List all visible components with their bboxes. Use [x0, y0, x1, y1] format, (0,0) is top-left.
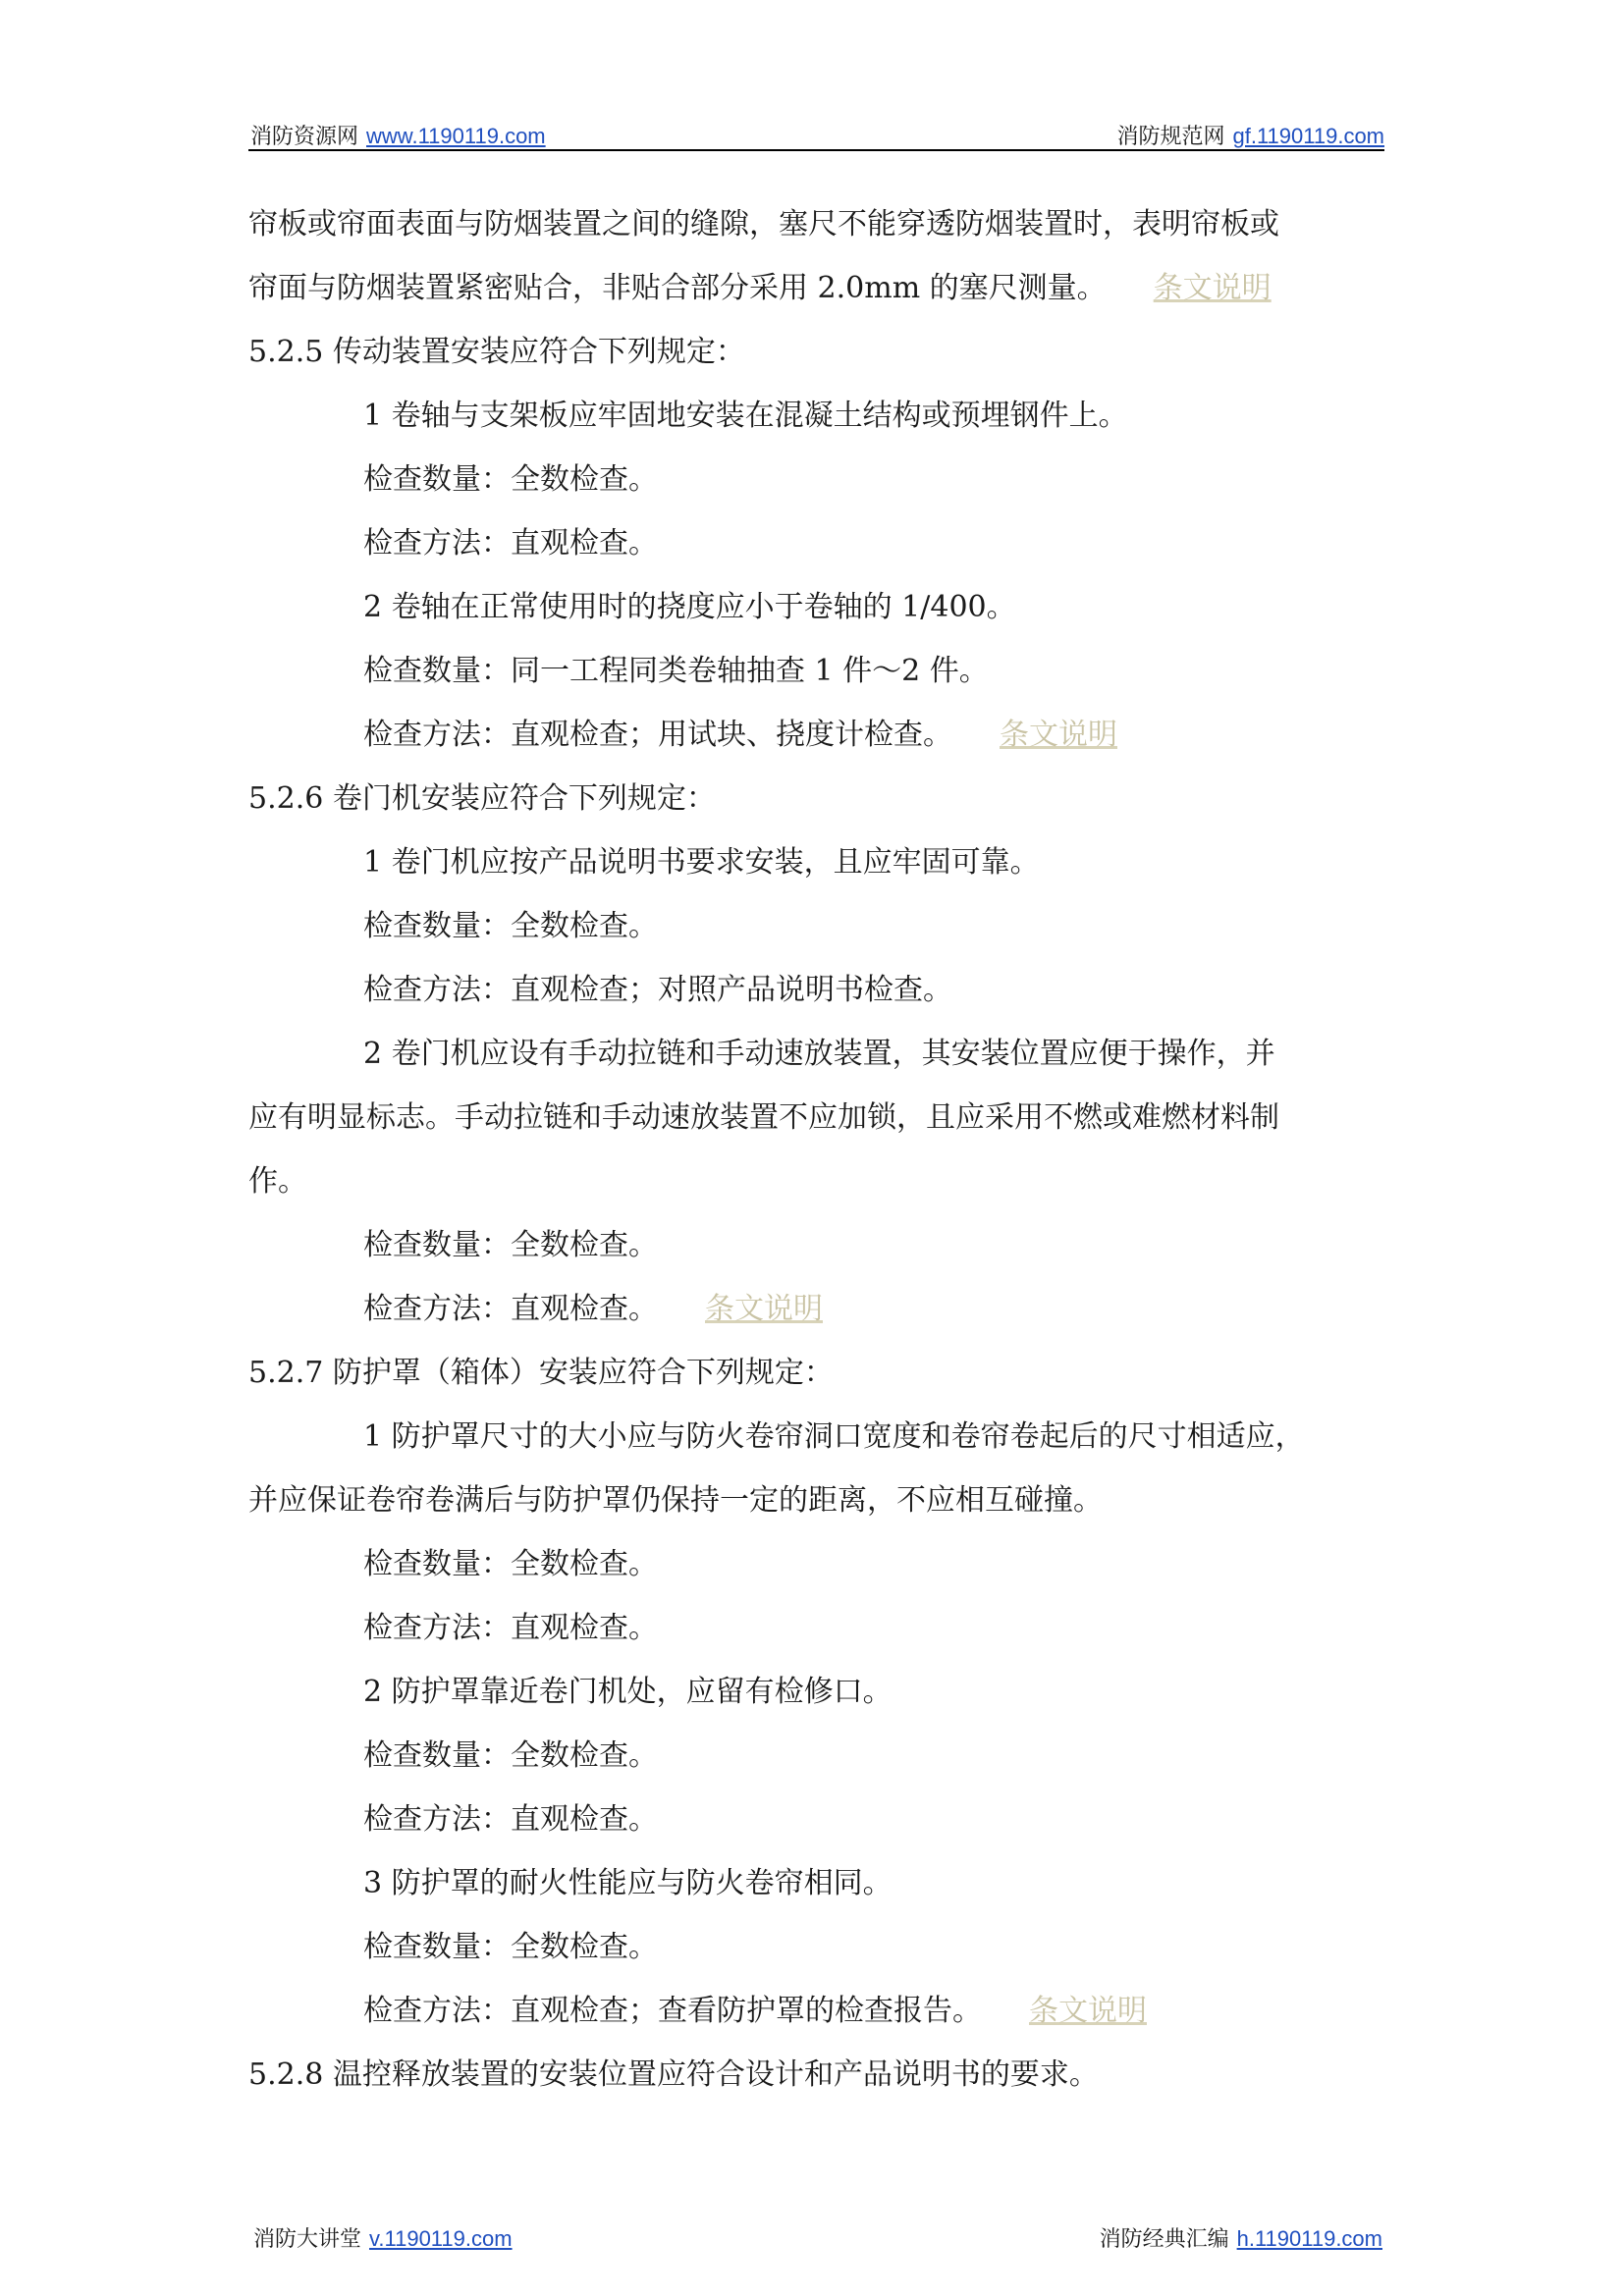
inspection-method — [248, 1596, 1397, 1660]
text-line: 1 卷门机应按产品说明书要求安装，且应牢固可靠。 — [363, 845, 1040, 880]
footer-left-site-name: 消防大讲堂 — [253, 2226, 362, 2251]
clause-explanation-link[interactable]: 条文说明 — [1153, 271, 1272, 305]
paragraph-line — [248, 1149, 1397, 1213]
header-right-site-name: 消防规范网 — [1116, 124, 1225, 148]
clause-explanation-link[interactable]: 条文说明 — [1029, 1994, 1147, 2028]
text-line: 检查方法：直观检查；查看防护罩的检查报告。 — [363, 1994, 982, 2028]
list-item — [248, 384, 1397, 448]
inspection-method — [248, 1277, 1397, 1341]
text-line: 帘面与防烟装置紧密贴合，非贴合部分采用 2.0mm 的塞尺测量。 — [248, 271, 1107, 305]
inspection-method — [248, 511, 1397, 575]
list-item — [248, 1405, 1397, 1468]
clause-explanation-link[interactable]: 条文说明 — [705, 1292, 823, 1326]
text-line: 检查数量：同一工程同类卷轴抽查 1 件～2 件。 — [363, 654, 989, 688]
inspection-quantity — [248, 1532, 1397, 1596]
header-left-site-name: 消防资源网 — [250, 124, 359, 148]
text-line: 检查数量：全数检查。 — [363, 1930, 658, 1964]
text-line: 2 卷轴在正常使用时的挠度应小于卷轴的 1/400。 — [363, 590, 1016, 624]
paragraph-line — [248, 192, 1397, 256]
text-line: 检查方法：直观检查。 — [363, 1802, 658, 1837]
clause-explanation-link[interactable]: 条文说明 — [1000, 718, 1117, 752]
inspection-method — [248, 1788, 1397, 1851]
list-item — [248, 575, 1397, 639]
footer-right-link[interactable]: h.1190119.com — [1236, 2226, 1382, 2251]
paragraph-line — [248, 256, 1397, 320]
text-line: 5.2.8 温控释放装置的安装位置应符合设计和产品说明书的要求。 — [248, 2057, 1099, 2092]
header-right-link[interactable]: gf.1190119.com — [1232, 124, 1384, 148]
footer-right-site-name: 消防经典汇编 — [1099, 2226, 1229, 2251]
inspection-quantity — [248, 1915, 1397, 1979]
list-item — [248, 1022, 1397, 1086]
footer-right — [1100, 2222, 1382, 2253]
paragraph-line — [248, 1468, 1397, 1532]
text-line: 检查数量：全数检查。 — [363, 462, 658, 497]
text-line: 检查方法：直观检查。 — [363, 1611, 658, 1645]
text-line: 检查方法：直观检查；用试块、挠度计检查。 — [363, 718, 952, 752]
text-line: 2 卷门机应设有手动拉链和手动速放装置，其安装位置应便于操作，并 — [363, 1037, 1275, 1071]
text-line: 并应保证卷帘卷满后与防护罩仍保持一定的距离，不应相互碰撞。 — [248, 1483, 1103, 1518]
text-line: 应有明显标志。手动拉链和手动速放装置不应加锁，且应采用不燃或难燃材料制 — [248, 1100, 1279, 1135]
text-line: 1 卷轴与支架板应牢固地安装在混凝土结构或预埋钢件上。 — [363, 399, 1128, 433]
list-item — [248, 1660, 1397, 1724]
footer-left-link[interactable]: v.1190119.com — [369, 2226, 513, 2251]
text-line: 帘板或帘面表面与防烟装置之间的缝隙，塞尺不能穿透防烟装置时，表明帘板或 — [248, 207, 1279, 241]
text-line: 检查数量：全数检查。 — [363, 1228, 658, 1262]
header-left-link[interactable]: www.1190119.com — [366, 124, 546, 148]
section-heading-5-2-8 — [248, 2043, 1397, 2107]
text-line: 检查数量：全数检查。 — [363, 909, 658, 943]
section-heading-5-2-6 — [248, 767, 1397, 830]
text-line: 3 防护罩的耐火性能应与防火卷帘相同。 — [363, 1866, 893, 1900]
inspection-quantity — [248, 448, 1397, 511]
text-line: 5.2.7 防护罩（箱体）安装应符合下列规定： — [248, 1356, 834, 1390]
text-line: 检查方法：直观检查。 — [363, 526, 658, 561]
inspection-method — [248, 1979, 1397, 2043]
text-line: 检查方法：直观检查。 — [363, 1292, 658, 1326]
header-right — [1116, 120, 1384, 150]
section-heading-5-2-5 — [248, 320, 1397, 384]
text-line: 作。 — [248, 1164, 307, 1199]
text-line: 5.2.5 传动装置安装应符合下列规定： — [248, 335, 745, 369]
text-line: 2 防护罩靠近卷门机处，应留有检修口。 — [363, 1675, 893, 1709]
inspection-method — [248, 703, 1397, 767]
list-item — [248, 830, 1397, 894]
paragraph-line — [248, 1086, 1397, 1149]
inspection-quantity — [248, 639, 1397, 703]
header-left — [250, 120, 546, 150]
text-line: 5.2.6 卷门机安装应符合下列规定： — [248, 781, 716, 816]
page-header — [248, 116, 1384, 151]
section-heading-5-2-7 — [248, 1341, 1397, 1405]
text-line: 检查数量：全数检查。 — [363, 1738, 658, 1773]
document-body — [248, 192, 1397, 2107]
page-footer — [253, 2222, 1382, 2256]
text-line: 检查方法：直观检查；对照产品说明书检查。 — [363, 973, 952, 1007]
list-item — [248, 1851, 1397, 1915]
inspection-method — [248, 958, 1397, 1022]
footer-left — [253, 2222, 513, 2253]
inspection-quantity — [248, 1724, 1397, 1788]
text-line: 检查数量：全数检查。 — [363, 1547, 658, 1581]
text-line: 1 防护罩尺寸的大小应与防火卷帘洞口宽度和卷帘卷起后的尺寸相适应， — [363, 1419, 1305, 1454]
inspection-quantity — [248, 894, 1397, 958]
inspection-quantity — [248, 1213, 1397, 1277]
